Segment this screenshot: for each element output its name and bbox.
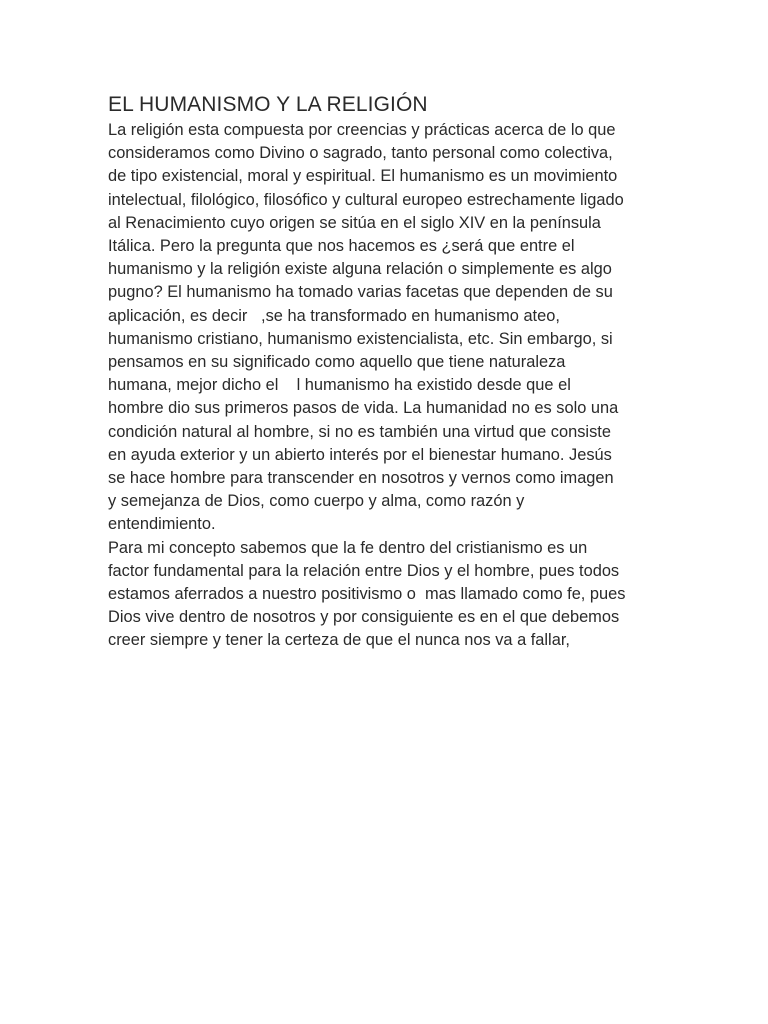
body-line: La religión esta compuesta por creencias y prácticas acerca de lo que <box>108 121 616 139</box>
body-line: humanismo y la religión existe alguna relación o simplemente es algo <box>108 260 612 279</box>
body-line: condición natural al hombre, si no es también una virtud que consiste <box>108 422 611 441</box>
body-line: Itálica. Pero la pregunta que nos hacemos es ¿será que entre el <box>108 237 575 256</box>
body-line: pensamos en su significado como aquello que tiene naturaleza <box>108 353 566 372</box>
document-title: EL HUMANISMO Y LA RELIGIÓN <box>108 93 428 116</box>
body-line: estamos aferrados a nuestro positivismo o mas llamado como fe, pues <box>108 585 626 604</box>
body-line: intelectual, filológico, filosófico y cultural europeo estrechamente ligado <box>108 190 624 209</box>
body-line: Para mi concepto sabemos que la fe dentro del cristianismo es un <box>108 538 588 557</box>
document-body <box>108 119 668 653</box>
body-line: factor fundamental para la relación entre Dios y el hombre, pues todos <box>108 561 620 580</box>
body-line: aplicación, es decir ,se ha transformado en humanismo ateo, <box>108 306 560 325</box>
body-line: creer siempre y tener la certeza de que el nunca nos va a fallar, <box>108 631 570 650</box>
body-line: entendimiento. <box>108 515 216 534</box>
document-page <box>108 92 668 653</box>
body-line: en ayuda exterior y un abierto interés por el bienestar humano. Jesús <box>108 445 612 464</box>
body-line: pugno? El humanismo ha tomado varias facetas que dependen de su <box>108 283 613 302</box>
body-line: al Renacimiento cuyo origen se sitúa en el siglo XIV en la península <box>108 213 601 232</box>
body-line: consideramos como Divino o sagrado, tanto personal como colectiva, <box>108 144 613 163</box>
body-line: humana, mejor dicho el l humanismo ha existido desde que el <box>108 376 571 395</box>
body-line: de tipo existencial, moral y espiritual. El humanismo es un movimiento <box>108 167 618 186</box>
body-line: humanismo cristiano, humanismo existencialista, etc. Sin embargo, si <box>108 329 613 348</box>
body-line: Dios vive dentro de nosotros y por consiguiente es en el que debemos <box>108 608 620 627</box>
body-line: hombre dio sus primeros pasos de vida. La humanidad no es solo una <box>108 399 619 418</box>
body-line: y semejanza de Dios, como cuerpo y alma, como razón y <box>108 492 525 511</box>
body-line: se hace hombre para transcender en nosotros y vernos como imagen <box>108 469 614 488</box>
